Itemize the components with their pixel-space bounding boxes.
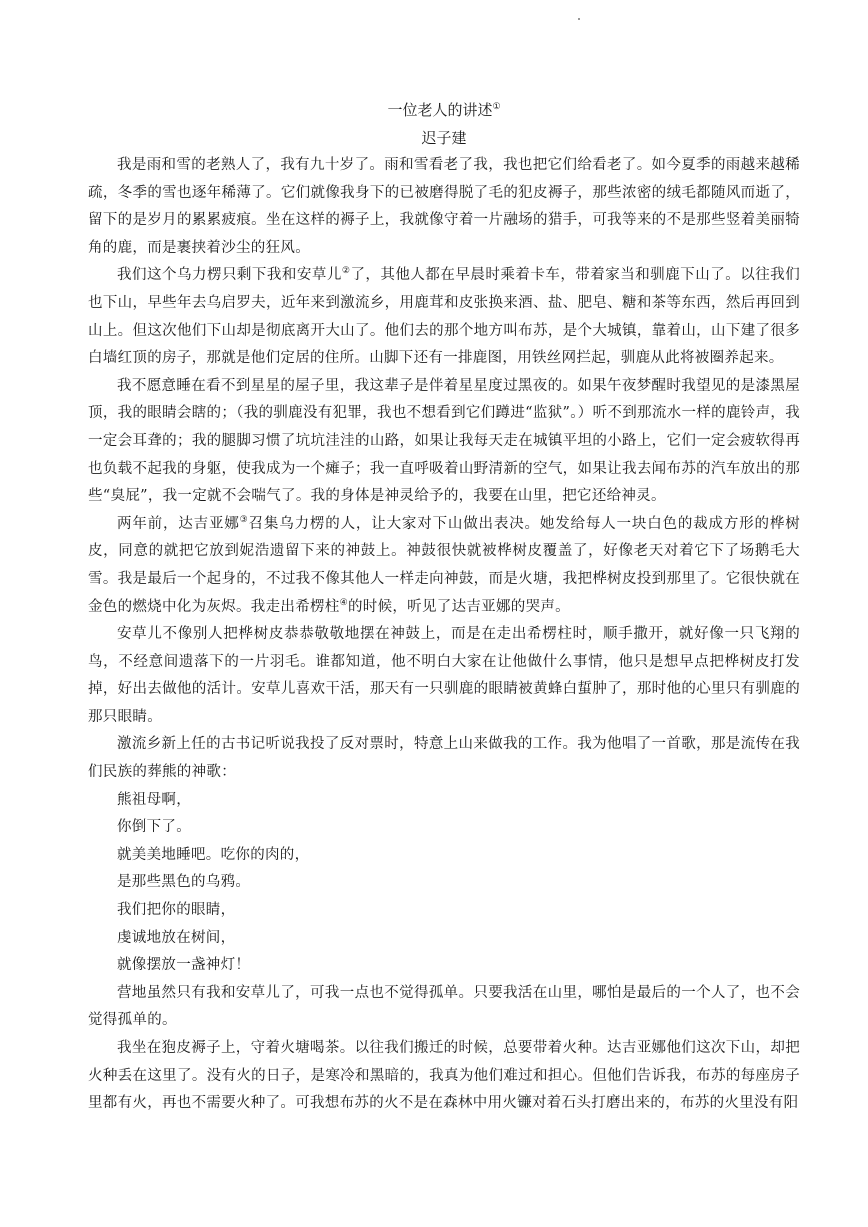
paragraph-5: 安草儿不像别人把桦树皮恭恭敬敬地摆在神鼓上，而是在走出希楞柱时，顺手撒开，就好像一只飞翔的鸟，不经意间遗落下的一片羽毛。谁都知道，他不明白大家在让他做什么事情，他只是想早点把桦树皮打发掉，好出去做他的活计。安草儿喜欢干活，那天有一只驯鹿的眼睛被黄蜂白蜇肿了，那时他的心里只有驯鹿的那只眼睛。 bbox=[88, 626, 800, 725]
paragraph-2-part-2: 了，其他人都在早晨时乘着卡车，带着家当和驯鹿下山了。以往我们也下山，早些年去乌启罗夫，近年来到激流乡，用鹿茸和皮张换来酒、盐、肥皂、糖和茶等东西，然后再回到山上。但这次他们下山却是彻底离开大山了。他们去的那个地方叫布苏，是个大城镇，靠着山，山下建了很多白墙红顶的房子，那就是他们定居的住所。山脚下还有一排鹿图，用铁丝网拦起，驯鹿从此将被圈养起来。 bbox=[88, 267, 800, 367]
paragraph-8: 我坐在狍皮褥子上，守着火塘喝茶。以往我们搬迁的时候，总要带着火种。达吉亚娜他们这次下山，却把火种丢在这里了。没有火的日子，是寒冷和黑暗的，我真为他们难过和担心。但他们告诉我，布苏的每座房子里都有火，再也不需要火种了。可我想布苏的火不是在森林中用火镰对着石头打磨出来的，布苏的火里没有阳 bbox=[88, 1040, 800, 1112]
paragraph-2-part-1: 我们这个乌力楞只剩下我和安草儿 bbox=[117, 267, 342, 284]
title-footnote-marker: ① bbox=[492, 102, 501, 112]
paragraph-7: 营地虽然只有我和安草儿了，可我一点也不觉得孤单。只要我活在山里，哪怕是最后的一个人了，也不会觉得孤单的。 bbox=[88, 984, 800, 1029]
paragraph-4 bbox=[88, 511, 800, 621]
paragraph-4-part-3: 的时候，听见了达吉亚娜的哭声。 bbox=[347, 598, 570, 615]
poem-line: 熊祖母啊， bbox=[117, 791, 191, 808]
poem-line: 就美美地睡吧。吃你的肉的， bbox=[117, 846, 310, 863]
poem-line: 我们把你的眼睛， bbox=[117, 902, 236, 919]
footnote-marker-4: ④ bbox=[339, 597, 348, 608]
poem-line: 就像摆放一盏神灯！ bbox=[117, 957, 251, 974]
paragraph-3: 我不愿意睡在看不到星星的屋子里，我这辈子是伴着星星度过黑夜的。如果午夜梦醒时我望见的是漆黑屋顶，我的眼睛会瞎的；（我的驯鹿没有犯罪，我也不想看到它们蹲进“监狱”。）听不到那流水一样的鹿铃声，我一定会耳聋的；我的腿脚习惯了坑坑洼洼的山路，如果让我每天走在城镇平坦的小路上，它们一定会疲软得再也负载不起我的身躯，使我成为一个瘫子；我一直呼吸着山野清新的空气，如果让我去闻布苏的汽车放出的那些“臭屁”，我一定就不会喘气了。我的身体是神灵给予的，我要在山里，把它还给神灵。 bbox=[88, 377, 800, 505]
scan-speck bbox=[578, 18, 580, 20]
poem-line: 虔诚地放在树间， bbox=[117, 929, 236, 946]
paragraph-4-part-1: 两年前，达吉亚娜 bbox=[117, 515, 240, 532]
poem-block bbox=[88, 787, 800, 980]
paragraph-4-part-2: 召集乌力楞的人，让大家对下山做出表决。她发给每人一块白色的裁成方形的桦树皮，同意的就把它放到妮浩遗留下来的神鼓上。神鼓很快就被桦树皮覆盖了，好像老天对着它下了场鹅毛大雪。我是最后一个起身的，不过我不像其他人一样走向神鼓，而是火塘，我把桦树皮投到那里了。它很快就在金色的燃烧中化为灰烬。我走出希楞柱 bbox=[88, 515, 801, 615]
article-author: 迟子建 bbox=[421, 129, 467, 147]
poem-line: 你倒下了。 bbox=[117, 819, 191, 836]
footnote-marker-3: ③ bbox=[239, 514, 249, 525]
document-page bbox=[88, 96, 800, 1118]
paragraph-2 bbox=[88, 262, 800, 372]
paragraph-1: 我是雨和雪的老熟人了，我有九十岁了。雨和雪看老了我，我也把它们给看老了。如今夏季的雨越来越稀疏，冬季的雪也逐年稀薄了。它们就像我身下的已被磨得脱了毛的犯皮褥子，那些浓密的绒毛都随风而逝了，留下的是岁月的累累疲痕。坐在这样的褥子上，我就像守着一片融场的猎手，可我等来的不是那些竖着美丽犄角的鹿，而是裹挟着沙尘的狂风。 bbox=[88, 157, 800, 256]
article-title-text: 一位老人的讲述 bbox=[387, 101, 493, 119]
paragraph-6: 激流乡新上任的古书记听说我投了反对票时，特意上山来做我的工作。我为他唱了一首歌，那是流传在我们民族的葬熊的神歌： bbox=[88, 736, 800, 781]
footnote-marker-2: ② bbox=[341, 266, 351, 277]
poem-line: 是那些黑色的乌鸦。 bbox=[117, 874, 251, 891]
article-title bbox=[88, 96, 800, 124]
